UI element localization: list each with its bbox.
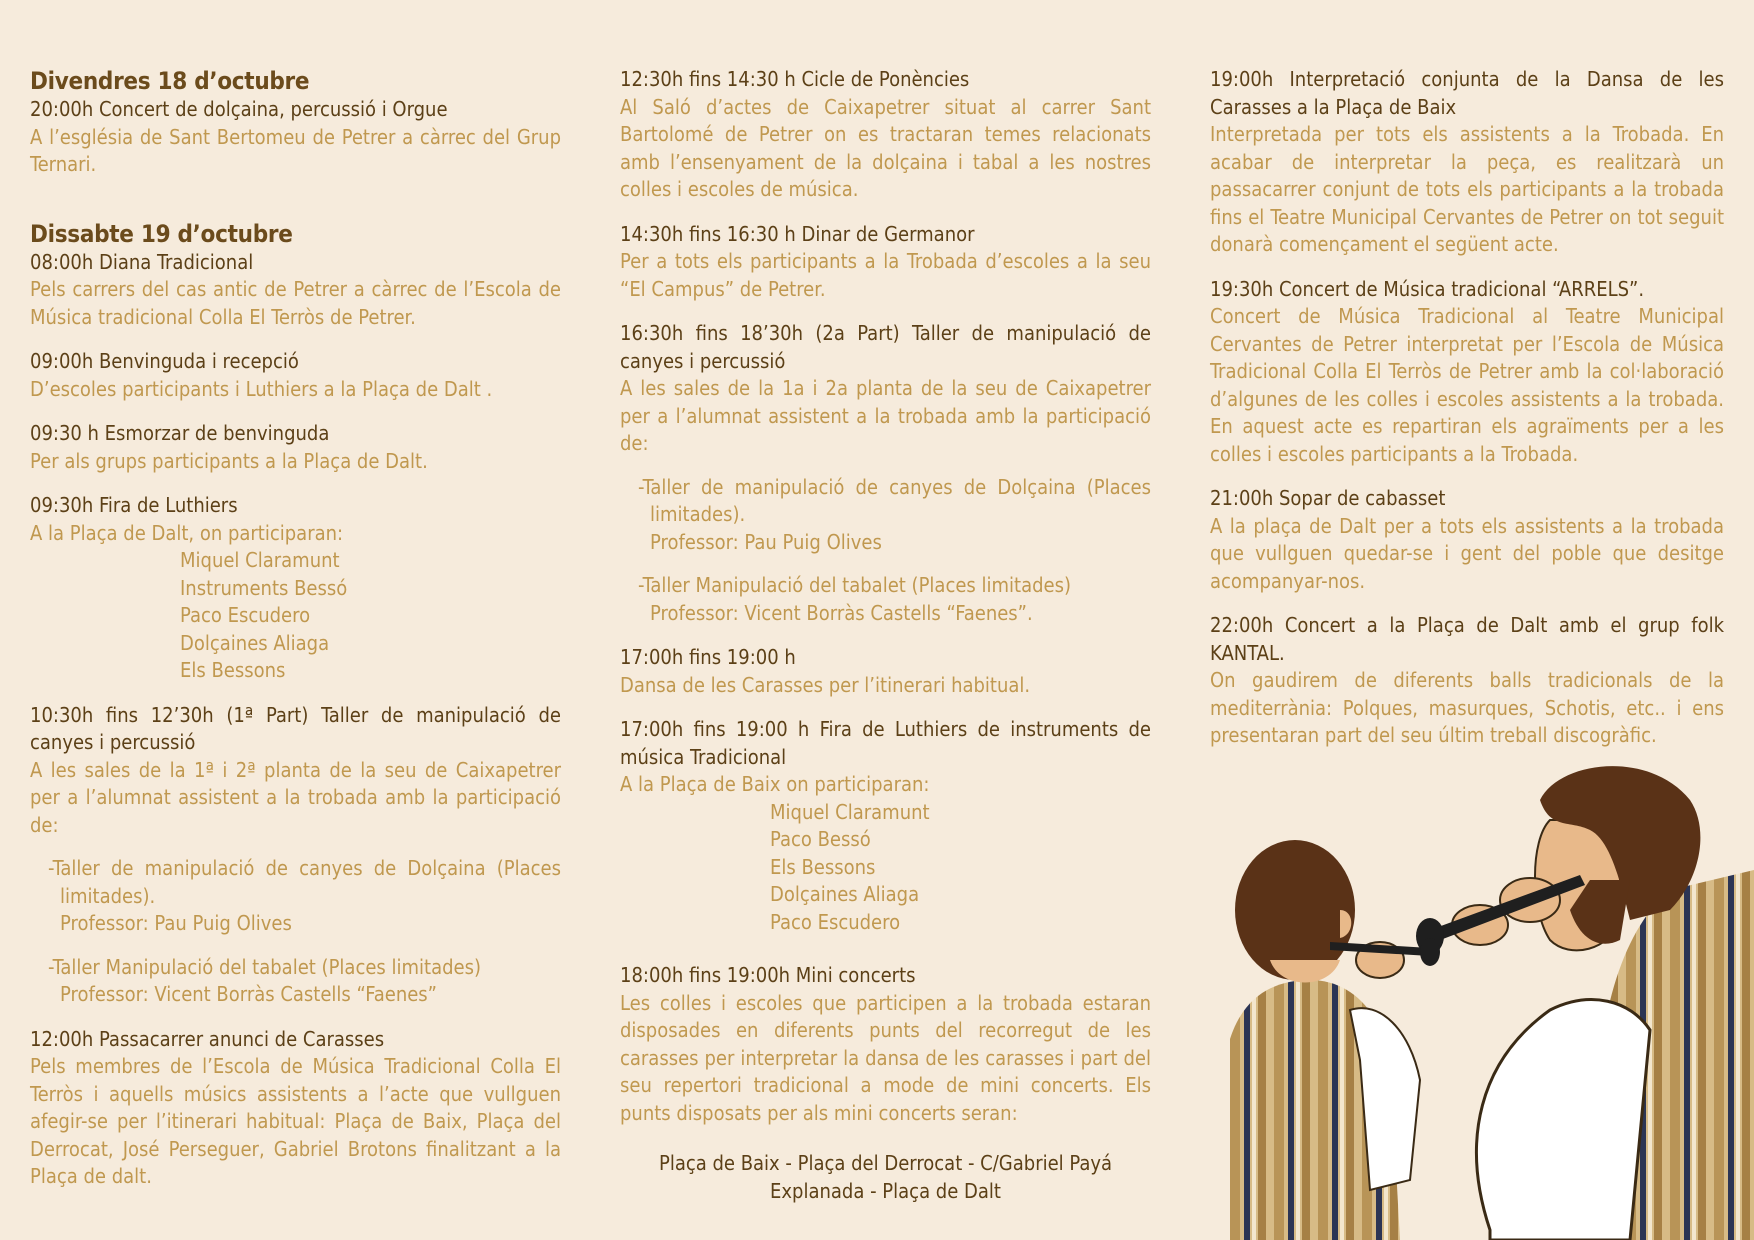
list-item: Els Bessons [770, 854, 876, 879]
event-dansa-carasses [620, 644, 1151, 699]
workshop-title: -Taller de manipulació de canyes de Dolçaina (Places limitades). [48, 856, 561, 908]
list-item: Instruments Bessó [180, 575, 348, 600]
event-heading: 12:00h Passacarrer anunci de Carasses [30, 1026, 385, 1051]
luthier-list [30, 547, 561, 685]
event-description: Dansa de les Carasses per l’itinerari habitual. [620, 672, 1031, 697]
event-passacarrer [30, 1026, 561, 1191]
man-figure [1416, 766, 1754, 1240]
event-heading: 16:30h fins 18’30h (2a Part) Taller de manipulació de canyes i percussió [620, 321, 1151, 373]
event-description: Per a tots els participants a la Trobada d’escoles a la seu “El Campus” de Petrer. [620, 249, 1151, 301]
event-heading: 09:00h Benvinguda i recepció [30, 349, 299, 373]
event-description: Al Saló d’actes de Caixapetrer situat al carrer Sant Bartolomé de Petrer on es tractaran temes relacionats amb l’ensenyament de la dolçaina i tabal a les nostres colles i escoles de música. [620, 94, 1151, 201]
event-kantal [1210, 612, 1724, 750]
mini-concert-points [620, 1149, 1151, 1205]
list-item: Paco Bessó [770, 827, 871, 851]
workshop-item [30, 954, 561, 1009]
event-description: Les colles i escoles que participen a la trobada estaran disposades en diferents punts del recorregut de les carasses per interpretar la dansa de les carasses i part del seu repertori tradicional a mode de mini concerts. Els punts disposats per als mini concerts seran: [620, 990, 1151, 1125]
event-heading: 10:30h fins 12’30h (1ª Part) Taller de manipulació de canyes i percussió [30, 702, 561, 754]
event-description: D’escoles participants i Luthiers a la Plaça de Dalt . [30, 376, 493, 401]
event-heading: 12:30h fins 14:30 h Cicle de Ponències [620, 67, 970, 91]
event-dinar [620, 221, 1151, 304]
list-item: Els Bessons [180, 658, 286, 682]
day-title-saturday: Dissabte 19 d’octubre [30, 219, 293, 248]
column-1 [30, 66, 561, 1208]
day-title-friday: Divendres 18 d’octubre [30, 67, 310, 95]
event-description: A la Plaça de Dalt, on participaran: [30, 520, 344, 545]
man-shirt [1477, 1000, 1651, 1240]
boy-dolcaina-bell [1420, 938, 1440, 966]
event-heading: 09:30 h Esmorzar de benvinguda [30, 421, 330, 445]
event-benvinguda [30, 348, 561, 403]
event-taller-part2 [620, 320, 1151, 627]
event-arrels [1210, 276, 1724, 469]
event-description: Concert de Música Tradicional al Teatre Municipal Cervantes de Petrer interpretat per l’Escola de Música Tradicional Colla El Terròs de Petrer amb la col·laboració d’algunes de les colles i escoles assistents a la trobada. En aquest acte es repartiran els agraïments per a les colles i escoles participants a la Trobada. [1210, 304, 1724, 466]
event-sopar [1210, 485, 1724, 595]
workshop-item [620, 474, 1151, 557]
boy-neck [1270, 960, 1340, 983]
event-description: A la Plaça de Baix on participaran: [620, 772, 930, 796]
list-item: Paco Escudero [770, 909, 901, 934]
workshop-professor: Professor: Vicent Borràs Castells “Faenes”. [650, 600, 1033, 625]
dolcaina-players-illustration [1230, 760, 1754, 1240]
event-fira-luthiers-2 [620, 716, 1151, 936]
workshop-title: -Taller de manipulació de canyes de Dolçaina (Places limitades). [638, 474, 1151, 526]
list-item: Dolçaines Aliaga [180, 630, 330, 655]
event-heading: 19:30h Concert de Música tradicional “ARRELS”. [1210, 276, 1645, 301]
event-description: On gaudirem de diferents balls tradicionals de la mediterrània: Polques, masurques, Schotis, etc.. i ens presentaran part del seu últim treball discogràfic. [1210, 668, 1724, 747]
event-heading: 14:30h fins 16:30 h Dinar de Germanor [620, 221, 975, 246]
day-friday-section [30, 66, 561, 179]
event-heading: 20:00h Concert de dolçaina, percussió i Orgue [30, 97, 448, 121]
event-description: A la plaça de Dalt per a tots els assistents a la trobada que vullguen quedar-se i gent del poble que desitge acompanyar-nos. [1210, 513, 1724, 593]
event-description: A les sales de la 1a i 2a planta de la seu de Caixapetrer per a l’alumnat assistent a la trobada amb la participació de: [620, 376, 1151, 455]
event-heading: 09:30h Fira de Luthiers [30, 493, 238, 517]
event-cicle-ponencies [620, 66, 1151, 204]
column-2 [620, 66, 1151, 1222]
event-heading: 08:00h Diana Tradicional [30, 249, 254, 274]
event-description: Interpretada per tots els assistents a la Trobada. En acabar de interpretar la peça, es realitzarà un passacarrer conjunt de tots els participants a la trobada fins el Teatre Municipal Cervantes de Petrer on tot seguit donarà començament el següent acte. [1210, 122, 1724, 256]
workshop-professor: Professor: Pau Puig Olives [650, 529, 882, 554]
event-description: A l’església de Sant Bertomeu de Petrer a càrrec del Grup Ternari. [30, 124, 561, 176]
event-heading: 17:00h fins 19:00 h Fira de Luthiers de instruments de música Tradicional [620, 717, 1151, 769]
event-interpretacio [1210, 66, 1724, 259]
event-heading: 17:00h fins 19:00 h [620, 645, 796, 669]
event-description: A les sales de la 1ª i 2ª planta de la seu de Caixapetrer per a l’alumnat assistent a la trobada amb la participació de: [30, 757, 561, 837]
list-item: Paco Escudero [180, 603, 311, 627]
boy-figure [1230, 840, 1440, 1240]
workshop-title: -Taller Manipulació del tabalet (Places limitades) [638, 573, 1071, 597]
points-line: Plaça de Baix - Plaça del Derrocat - C/Gabriel Payá [658, 1151, 1113, 1175]
list-item: Miquel Claramunt [180, 548, 340, 572]
event-description: Per als grups participants a la Plaça de Dalt. [30, 448, 428, 473]
event-description: Pels carrers del cas antic de Petrer a càrrec de l’Escola de Música tradicional Colla El Terròs de Petrer. [30, 277, 561, 329]
workshop-title: -Taller Manipulació del tabalet (Places limitades) [48, 954, 481, 979]
workshop-professor: Professor: Pau Puig Olives [60, 911, 292, 935]
boy-head [1235, 840, 1355, 980]
column-3 [1210, 66, 1724, 767]
event-taller-part1 [30, 702, 561, 1009]
workshop-item [30, 855, 561, 938]
event-description: Pels membres de l’Escola de Música Tradicional Colla El Terròs i aquells músics assistents a l’acte que vullguen afegir-se per l’itinerari habitual: Plaça de Baix, Plaça del Derrocat, José Perseguer, Gabriel Brotons finalitzant a la Plaça de dalt. [30, 1054, 561, 1188]
event-mini-concerts [620, 962, 1151, 1205]
luthier-list [620, 799, 1151, 937]
event-esmorzar [30, 420, 561, 475]
workshop-item [620, 572, 1151, 627]
event-fira-luthiers [30, 492, 561, 685]
event-heading: 18:00h fins 19:00h Mini concerts [620, 963, 916, 987]
event-diana [30, 249, 561, 332]
list-item: Miquel Claramunt [770, 799, 930, 824]
workshop-professor: Professor: Vicent Borràs Castells “Faenes” [60, 982, 438, 1006]
list-item: Dolçaines Aliaga [770, 882, 920, 906]
event-heading: 19:00h Interpretació conjunta de la Dansa de les Carasses a la Plaça de Baix [1210, 67, 1724, 119]
event-heading: 22:00h Concert a la Plaça de Dalt amb el grup folk KANTAL. [1210, 613, 1724, 665]
event-heading: 21:00h Sopar de cabasset [1210, 486, 1446, 510]
points-line: Explanada - Plaça de Dalt [770, 1179, 1001, 1203]
